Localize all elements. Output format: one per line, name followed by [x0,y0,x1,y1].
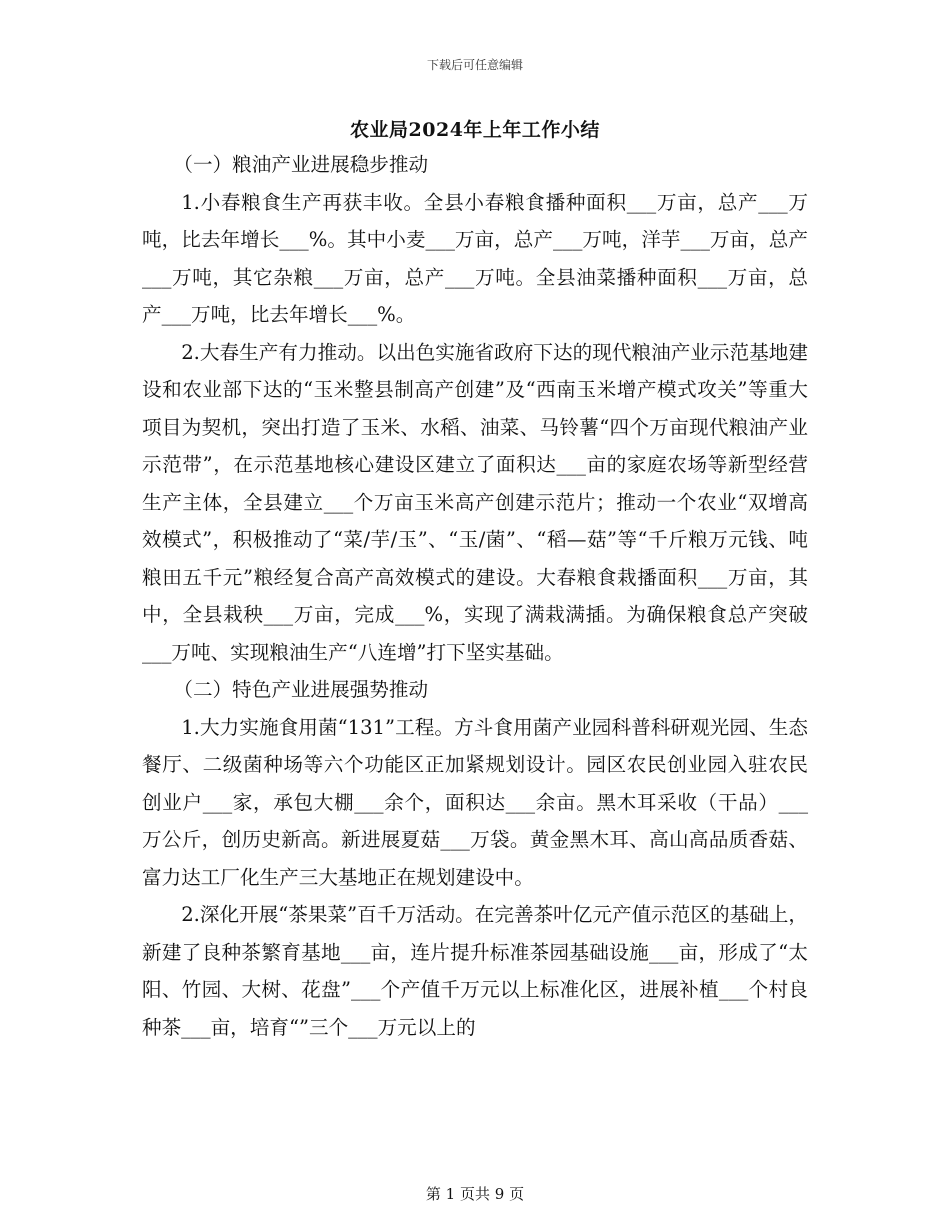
section-heading-1: （一）粮油产业进展稳步推动 [173,153,429,176]
paragraph-2: 2.大春生产有力推动。以出色实施省政府下达的现代粮油产业示范基地建设和农业部下达的“玉米整县制高产创建”及“西南玉米增产模式攻关”等重大项目为契机，突出打造了玉米、水稻、油菜、马铃薯“四个万亩现代粮油产业示范带”，在示范基地核心建设区建立了面积达___亩的家庭农场等新型经营生产主体，全县建立___个万亩玉米高产创建示范片；推动一个农业“双增高效模式”，积极推动了“菜/芋/玉”、“玉/菌”、“稻—菇”等“千斤粮万元钱、吨粮田五千元”粮经复合高产高效模式的建设。大春粮食栽播面积___万亩，其中，全县栽秧___万亩，完成___%，实现了满栽满插。为确保粮食总产突破___万吨、实现粮油生产“八连增”打下坚实基础。 [142,340,808,664]
document-title: 农业局2024年上年工作小结 [350,119,600,141]
section-heading-2: （二）特色产业进展强势推动 [173,678,429,701]
paragraph-3: 1.大力实施食用菌“131”工程。方斗食用菌产业园科普科研观光园、生态餐厅、二级菌种场等六个功能区正加紧规划设计。园区农民创业园入驻农民创业户___家，承包大棚___余个，面积达___余亩。黑木耳采收（干品）___万公斤，创历史新高。新进展夏菇___万袋。黄金黑木耳、高山高品质香菇、富力达工厂化生产三大基地正在规划建设中。 [142,715,808,889]
page-header-note: 下载后可任意编辑 [426,58,523,72]
document-body [142,146,808,1046]
page-number: 第 1 页共 9 页 [425,1185,525,1203]
paragraph-4: 2.深化开展“茶果菜”百千万活动。在完善茶叶亿元产值示范区的基础上，新建了良种茶繁育基地___亩，连片提升标准茶园基础设施___亩，形成了“太阳、竹园、大树、花盘”___个产值千万元以上标准化区，进展补植___个村良种茶___亩，培育“”三个___万元以上的 [142,903,808,1039]
paragraph-1: 1.小春粮食生产再获丰收。全县小春粮食播种面积___万亩，总产___万吨，比去年增长___%。其中小麦___万亩，总产___万吨，洋芋___万亩，总产___万吨，其它杂粮___万亩，总产___万吨。全县油菜播种面积___万亩，总产___万吨，比去年增长___%。 [142,190,808,326]
